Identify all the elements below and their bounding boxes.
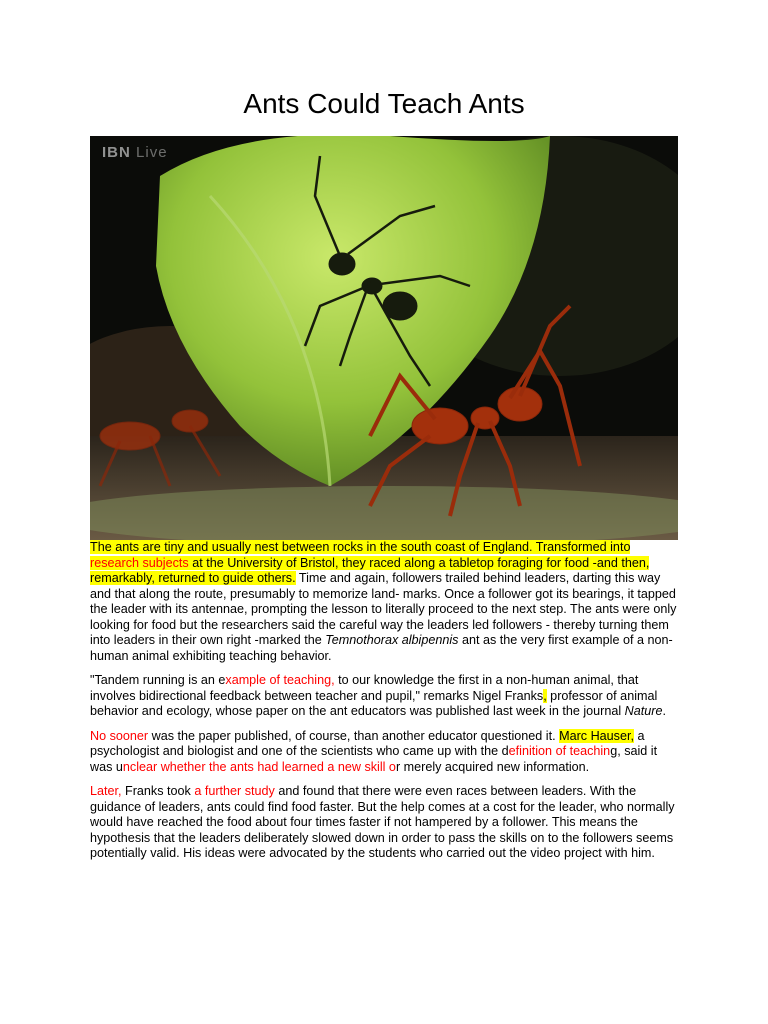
article-body (90, 540, 680, 871)
channel-watermark (102, 144, 168, 161)
paragraph-2 (90, 673, 680, 720)
body-text: ant as the very first example of a non-human animal exhibiting teaching behavior. (90, 633, 673, 663)
paragraph-3 (90, 729, 680, 776)
body-text: . (662, 704, 666, 718)
body-text: g, said it was u (90, 744, 658, 774)
body-text: "Tandem running is an e (90, 673, 226, 687)
body-text: to our knowledge the first in a non-human animal, that involves bidirectional feedback between teacher and pupil," remarks Nigel Franks (90, 673, 639, 703)
ant-photo (90, 136, 678, 540)
watermark-suffix: Live (136, 144, 168, 161)
red-text: efinition of teachin (508, 744, 611, 758)
body-text: was the paper published, of course, than another educator questioned it. (148, 728, 560, 743)
body-text: and found that there were even races between leaders. With the guidance of leaders, ants could find food faster. But the help comes at a cost for the leader, who normally would have reached the food about four times faster if not hampered by a follower. This means the hypothesis that the leaders deliberately slowed down in order to pass the skills on to the followers seems potentially valid. His ideas were advocated by the students who carried out the video project with him. (90, 784, 675, 860)
body-text: a psychologist and biologist and one of the scientists who came up with the d (90, 728, 645, 758)
watermark-brand: IBN (102, 144, 131, 161)
red-text: nclear whether the ants had learned a new skill o (122, 759, 396, 774)
red-text: xample of teaching, (225, 673, 335, 687)
highlighted-text: at the University of Bristol, they raced along a tabletop foraging for food -and then, remarkably, returned to guide others. (90, 555, 650, 585)
body-text: professor of animal behavior and ecology, whose paper on the ant educators was published last week in the journal (90, 688, 658, 718)
red-text: Later, (90, 784, 122, 798)
paragraph-4 (90, 784, 680, 862)
body-text: Time and again, followers trailed behind leaders, darting this way and that along the route, presumably to memorize land- marks. Once a follower got its bearings, it tapped the leader with its antennae, prompting the lesson to literally proceed to the next step. The ants were only looking for food but the researchers said the careful way the leaders led followers - thereby turning them into leaders in their own right -marked the (90, 571, 677, 647)
highlighted-text: , (543, 688, 547, 703)
body-text: Franks took (121, 784, 195, 798)
page-title: Ants Could Teach Ants (243, 88, 525, 119)
highlighted-text: The ants are tiny and usually nest between rocks in the south coast of England. Transformed into (90, 540, 631, 554)
red-text: a further study (194, 784, 275, 798)
paragraph-1 (90, 540, 680, 664)
ant-photo-illustration (90, 136, 678, 540)
species-name: Temnothorax albipennis (325, 633, 459, 647)
red-text: No sooner (90, 728, 149, 743)
highlighted-text: Marc Hauser, (559, 728, 634, 743)
red-highlighted-text: research subjects (90, 555, 189, 570)
body-text: r merely acquired new information. (395, 759, 590, 774)
journal-name: Nature (624, 704, 663, 718)
